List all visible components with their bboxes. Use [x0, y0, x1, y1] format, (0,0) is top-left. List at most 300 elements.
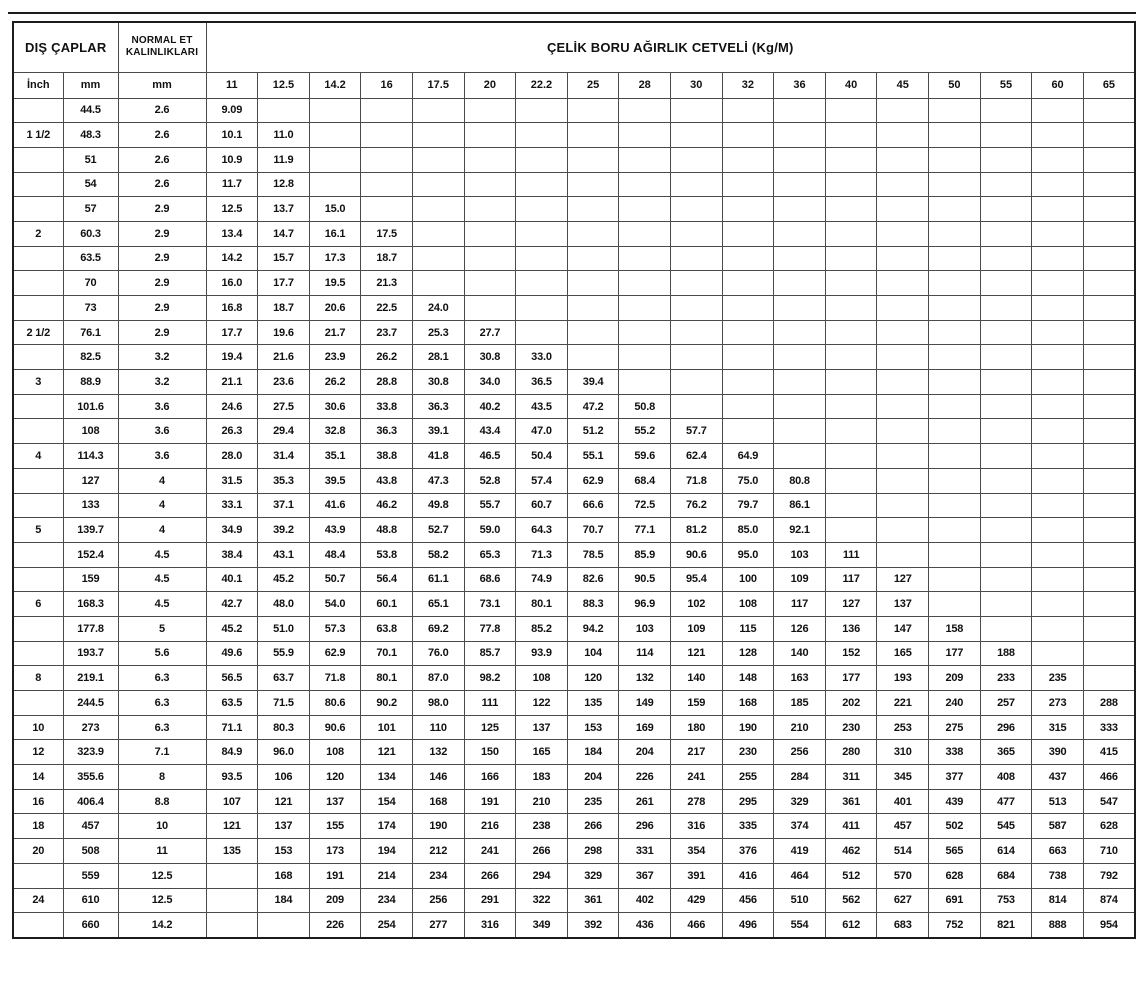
weight-cell: 153 — [567, 715, 619, 740]
weight-cell: 21.1 — [206, 370, 258, 395]
inch-cell: 4 — [13, 444, 63, 469]
weight-cell: 51.2 — [567, 419, 619, 444]
weight-cell — [1083, 172, 1135, 197]
outer-diameter-cell: 44.5 — [63, 98, 118, 123]
weight-cell: 234 — [361, 888, 413, 913]
weight-cell: 31.4 — [258, 444, 310, 469]
weight-cell — [722, 345, 774, 370]
wall-thickness-cell: 10 — [118, 814, 206, 839]
weight-cell: 235 — [567, 789, 619, 814]
weight-cell: 148 — [722, 666, 774, 691]
weight-cell: 128 — [722, 641, 774, 666]
weight-cell: 71.1 — [206, 715, 258, 740]
weight-cell: 30.8 — [412, 370, 464, 395]
weight-cell: 391 — [671, 863, 723, 888]
weight-cell: 888 — [1032, 913, 1084, 938]
weight-cell: 68.6 — [464, 567, 516, 592]
thickness-column-header: 40 — [825, 72, 877, 98]
weight-cell: 439 — [929, 789, 981, 814]
weight-cell — [516, 320, 568, 345]
weight-cell: 115 — [722, 616, 774, 641]
weight-cell — [825, 296, 877, 321]
weight-cell: 30.8 — [464, 345, 516, 370]
table-row — [13, 271, 1135, 296]
weight-cell — [825, 518, 877, 543]
weight-cell — [929, 518, 981, 543]
weight-cell: 109 — [671, 616, 723, 641]
weight-cell: 90.2 — [361, 691, 413, 716]
weight-cell: 291 — [464, 888, 516, 913]
weight-cell — [877, 493, 929, 518]
inch-cell — [13, 419, 63, 444]
weight-cell — [464, 172, 516, 197]
weight-cell: 21.6 — [258, 345, 310, 370]
outer-diameter-cell: 457 — [63, 814, 118, 839]
weight-cell: 266 — [567, 814, 619, 839]
weight-cell: 377 — [929, 765, 981, 790]
weight-cell — [929, 197, 981, 222]
weight-cell: 21.7 — [309, 320, 361, 345]
weight-cell: 209 — [929, 666, 981, 691]
weight-cell: 502 — [929, 814, 981, 839]
weight-cell: 241 — [671, 765, 723, 790]
weight-cell — [774, 221, 826, 246]
weight-cell — [722, 98, 774, 123]
weight-cell: 56.5 — [206, 666, 258, 691]
weight-cell: 257 — [980, 691, 1032, 716]
weight-cell — [1032, 197, 1084, 222]
weight-cell — [877, 468, 929, 493]
weight-cell — [1083, 468, 1135, 493]
weight-cell — [877, 246, 929, 271]
table-row — [13, 839, 1135, 864]
outer-diameter-cell: 139.7 — [63, 518, 118, 543]
weight-cell: 63.7 — [258, 666, 310, 691]
weight-cell: 329 — [774, 789, 826, 814]
weight-cell: 11.0 — [258, 123, 310, 148]
weight-cell — [464, 123, 516, 148]
weight-cell — [671, 345, 723, 370]
weight-cell: 155 — [309, 814, 361, 839]
weight-cell: 57.3 — [309, 616, 361, 641]
weight-cell: 253 — [877, 715, 929, 740]
weight-cell: 48.4 — [309, 542, 361, 567]
weight-cell — [1083, 641, 1135, 666]
wall-thickness-cell: 8.8 — [118, 789, 206, 814]
weight-cell: 43.5 — [516, 394, 568, 419]
table-row — [13, 197, 1135, 222]
table-row — [13, 789, 1135, 814]
outer-diameter-cell: 323.9 — [63, 740, 118, 765]
weight-cell: 457 — [877, 814, 929, 839]
weight-cell: 121 — [206, 814, 258, 839]
weight-cell: 96.9 — [619, 592, 671, 617]
weight-cell — [412, 172, 464, 197]
weight-cell — [929, 468, 981, 493]
weight-cell: 190 — [722, 715, 774, 740]
weight-cell: 136 — [825, 616, 877, 641]
weight-cell: 120 — [567, 666, 619, 691]
wall-thickness-cell: 6.3 — [118, 715, 206, 740]
weight-cell: 361 — [567, 888, 619, 913]
weight-cell — [671, 172, 723, 197]
weight-cell — [929, 147, 981, 172]
weight-cell — [980, 493, 1032, 518]
weight-cell — [980, 518, 1032, 543]
weight-cell: 188 — [980, 641, 1032, 666]
weight-cell: 49.6 — [206, 641, 258, 666]
weight-cell — [877, 98, 929, 123]
weight-cell: 95.4 — [671, 567, 723, 592]
table-row — [13, 468, 1135, 493]
thickness-column-header: 55 — [980, 72, 1032, 98]
weight-cell: 41.6 — [309, 493, 361, 518]
weight-cell: 16.0 — [206, 271, 258, 296]
weight-cell — [309, 172, 361, 197]
thickness-column-header: 65 — [1083, 72, 1135, 98]
weight-cell — [1032, 468, 1084, 493]
weight-cell: 64.9 — [722, 444, 774, 469]
weight-cell — [619, 221, 671, 246]
weight-cell: 462 — [825, 839, 877, 864]
weight-cell: 48.0 — [258, 592, 310, 617]
weight-cell — [929, 172, 981, 197]
thickness-column-header: 22.2 — [516, 72, 568, 98]
weight-cell: 11.7 — [206, 172, 258, 197]
weight-cell: 120 — [309, 765, 361, 790]
weight-cell — [980, 320, 1032, 345]
thickness-column-header: 50 — [929, 72, 981, 98]
inch-cell — [13, 567, 63, 592]
weight-cell — [258, 913, 310, 938]
wall-thickness-header: NORMAL ET KALINLIKLARI — [118, 22, 206, 72]
weight-cell: 345 — [877, 765, 929, 790]
weight-cell: 191 — [309, 863, 361, 888]
weight-cell: 47.2 — [567, 394, 619, 419]
weight-cell — [877, 197, 929, 222]
weight-cell: 209 — [309, 888, 361, 913]
thickness-column-header: 20 — [464, 72, 516, 98]
wall-thickness-cell: 3.2 — [118, 370, 206, 395]
wall-thickness-cell: 2.6 — [118, 147, 206, 172]
weight-cell: 108 — [309, 740, 361, 765]
weight-cell: 256 — [774, 740, 826, 765]
weight-cell: 49.8 — [412, 493, 464, 518]
weight-cell: 204 — [567, 765, 619, 790]
weight-cell: 684 — [980, 863, 1032, 888]
weight-cell: 15.0 — [309, 197, 361, 222]
weight-cell — [464, 246, 516, 271]
weight-cell: 69.2 — [412, 616, 464, 641]
weight-cell: 64.3 — [516, 518, 568, 543]
weight-cell: 513 — [1032, 789, 1084, 814]
weight-cell — [1083, 616, 1135, 641]
weight-cell: 81.2 — [671, 518, 723, 543]
weight-cell: 48.8 — [361, 518, 413, 543]
weight-cell — [1083, 98, 1135, 123]
weight-cell — [671, 147, 723, 172]
weight-cell — [1032, 345, 1084, 370]
weight-cell: 72.5 — [619, 493, 671, 518]
weight-cell: 50.7 — [309, 567, 361, 592]
weight-cell: 230 — [722, 740, 774, 765]
weight-cell: 12.8 — [258, 172, 310, 197]
weight-cell: 477 — [980, 789, 1032, 814]
weight-cell: 821 — [980, 913, 1032, 938]
weight-cell: 80.3 — [258, 715, 310, 740]
weight-cell: 874 — [1083, 888, 1135, 913]
outer-diameter-cell: 57 — [63, 197, 118, 222]
weight-cell — [1032, 394, 1084, 419]
weight-cell: 63.5 — [206, 691, 258, 716]
inch-cell — [13, 493, 63, 518]
weight-cell — [1083, 542, 1135, 567]
weight-cell: 361 — [825, 789, 877, 814]
weight-cell — [980, 592, 1032, 617]
weight-cell: 56.4 — [361, 567, 413, 592]
weight-cell: 547 — [1083, 789, 1135, 814]
inch-cell: 10 — [13, 715, 63, 740]
mm-column-header: mm — [63, 72, 118, 98]
weight-cell — [619, 320, 671, 345]
weight-cell — [671, 394, 723, 419]
thickness-column-header: 14.2 — [309, 72, 361, 98]
weight-cell: 496 — [722, 913, 774, 938]
inch-cell — [13, 641, 63, 666]
weight-cell — [1083, 123, 1135, 148]
inch-cell — [13, 246, 63, 271]
weight-cell: 261 — [619, 789, 671, 814]
weight-cell — [929, 592, 981, 617]
weight-cell — [980, 271, 1032, 296]
weight-cell: 134 — [361, 765, 413, 790]
weight-cell: 34.0 — [464, 370, 516, 395]
weight-cell: 173 — [309, 839, 361, 864]
weight-cell — [619, 98, 671, 123]
wall-thickness-cell: 4.5 — [118, 542, 206, 567]
weight-cell: 111 — [825, 542, 877, 567]
wall-thickness-cell: 2.9 — [118, 197, 206, 222]
wall-thickness-cell: 11 — [118, 839, 206, 864]
wall-thickness-cell: 3.2 — [118, 345, 206, 370]
outer-diameter-cell: 51 — [63, 147, 118, 172]
weight-cell — [774, 246, 826, 271]
weight-cell — [464, 271, 516, 296]
weight-cell: 210 — [774, 715, 826, 740]
weight-cell: 104 — [567, 641, 619, 666]
table-row — [13, 691, 1135, 716]
weight-cell — [722, 419, 774, 444]
weight-cell: 18.7 — [361, 246, 413, 271]
weight-cell: 316 — [464, 913, 516, 938]
weight-cell — [929, 444, 981, 469]
weight-cell — [619, 370, 671, 395]
weight-cell — [619, 345, 671, 370]
weight-cell — [412, 98, 464, 123]
weight-cell: 150 — [464, 740, 516, 765]
table-row — [13, 98, 1135, 123]
weight-cell: 71.8 — [309, 666, 361, 691]
weight-cell: 19.6 — [258, 320, 310, 345]
weight-cell: 71.3 — [516, 542, 568, 567]
weight-cell: 45.2 — [258, 567, 310, 592]
weight-cell: 39.1 — [412, 419, 464, 444]
weight-cell — [671, 221, 723, 246]
pipe-weight-table — [12, 21, 1136, 939]
inch-cell — [13, 468, 63, 493]
weight-cell: 98.0 — [412, 691, 464, 716]
weight-cell — [929, 221, 981, 246]
weight-cell: 295 — [722, 789, 774, 814]
weight-cell: 275 — [929, 715, 981, 740]
weight-cell: 30.6 — [309, 394, 361, 419]
weight-cell: 284 — [774, 765, 826, 790]
weight-cell — [929, 419, 981, 444]
inch-cell — [13, 691, 63, 716]
wall-thickness-cell: 12.5 — [118, 888, 206, 913]
weight-cell: 121 — [671, 641, 723, 666]
weight-cell: 103 — [619, 616, 671, 641]
wall-thickness-cell: 5 — [118, 616, 206, 641]
outer-diameter-cell: 610 — [63, 888, 118, 913]
table-row — [13, 345, 1135, 370]
weight-cell — [774, 197, 826, 222]
table-row — [13, 246, 1135, 271]
weight-cell — [619, 147, 671, 172]
weight-cell — [671, 123, 723, 148]
weight-cell — [877, 296, 929, 321]
weight-cell: 22.5 — [361, 296, 413, 321]
thickness-column-header: 32 — [722, 72, 774, 98]
weight-cell — [361, 172, 413, 197]
weight-cell — [516, 172, 568, 197]
weight-cell: 310 — [877, 740, 929, 765]
weight-cell: 408 — [980, 765, 1032, 790]
weight-cell: 663 — [1032, 839, 1084, 864]
thickness-column-header: 45 — [877, 72, 929, 98]
table-row — [13, 370, 1135, 395]
weight-cell: 419 — [774, 839, 826, 864]
weight-cell: 137 — [258, 814, 310, 839]
weight-cell — [980, 419, 1032, 444]
weight-cell: 43.4 — [464, 419, 516, 444]
weight-cell: 792 — [1083, 863, 1135, 888]
weight-cell: 79.7 — [722, 493, 774, 518]
weight-cell — [929, 542, 981, 567]
weight-cell: 80.1 — [516, 592, 568, 617]
wall-thickness-cell: 4.5 — [118, 567, 206, 592]
weight-cell — [516, 197, 568, 222]
weight-cell — [877, 123, 929, 148]
weight-cell: 74.9 — [516, 567, 568, 592]
wall-thickness-cell: 2.6 — [118, 172, 206, 197]
inch-cell — [13, 197, 63, 222]
weight-cell: 13.7 — [258, 197, 310, 222]
weight-cell: 25.3 — [412, 320, 464, 345]
weight-cell: 277 — [412, 913, 464, 938]
weight-cell: 108 — [516, 666, 568, 691]
weight-cell — [980, 444, 1032, 469]
weight-cell: 55.7 — [464, 493, 516, 518]
weight-cell — [825, 419, 877, 444]
wall-thickness-cell: 5.6 — [118, 641, 206, 666]
weight-cell: 255 — [722, 765, 774, 790]
table-row — [13, 740, 1135, 765]
weight-cell: 235 — [1032, 666, 1084, 691]
wall-thickness-cell: 4.5 — [118, 592, 206, 617]
weight-cell: 26.2 — [361, 345, 413, 370]
weight-cell: 183 — [516, 765, 568, 790]
weight-cell — [774, 172, 826, 197]
outer-diameter-cell: 273 — [63, 715, 118, 740]
wall-thickness-cell: 3.6 — [118, 394, 206, 419]
weight-cell: 349 — [516, 913, 568, 938]
weight-cell: 108 — [722, 592, 774, 617]
weight-cell — [1083, 147, 1135, 172]
weight-cell — [516, 271, 568, 296]
weight-cell: 738 — [1032, 863, 1084, 888]
weight-cell: 10.9 — [206, 147, 258, 172]
weight-cell — [825, 468, 877, 493]
table-row — [13, 419, 1135, 444]
weight-cell — [980, 296, 1032, 321]
weight-cell: 127 — [877, 567, 929, 592]
weight-cell: 158 — [929, 616, 981, 641]
weight-cell: 17.3 — [309, 246, 361, 271]
weight-cell: 752 — [929, 913, 981, 938]
weight-cell — [825, 246, 877, 271]
outer-diameter-cell: 63.5 — [63, 246, 118, 271]
weight-cell: 98.2 — [464, 666, 516, 691]
inch-cell: 8 — [13, 666, 63, 691]
thickness-column-header: 11 — [206, 72, 258, 98]
weight-cell: 194 — [361, 839, 413, 864]
weight-cell: 12.5 — [206, 197, 258, 222]
weight-cell: 53.8 — [361, 542, 413, 567]
wall-thickness-cell: 2.6 — [118, 98, 206, 123]
weight-cell — [1032, 271, 1084, 296]
weight-cell — [671, 98, 723, 123]
inch-column-header: İnch — [13, 72, 63, 98]
outer-diameter-cell: 406.4 — [63, 789, 118, 814]
weight-cell: 174 — [361, 814, 413, 839]
wall-thickness-cell: 7.1 — [118, 740, 206, 765]
weight-cell — [516, 296, 568, 321]
weight-cell: 42.7 — [206, 592, 258, 617]
weight-cell: 94.2 — [567, 616, 619, 641]
outer-diameter-cell: 108 — [63, 419, 118, 444]
weight-cell: 38.8 — [361, 444, 413, 469]
inch-cell — [13, 542, 63, 567]
weight-cell — [671, 271, 723, 296]
weight-cell — [516, 123, 568, 148]
weight-cell: 226 — [619, 765, 671, 790]
weight-cell: 512 — [825, 863, 877, 888]
weight-cell: 256 — [412, 888, 464, 913]
weight-cell: 17.7 — [206, 320, 258, 345]
weight-cell — [722, 246, 774, 271]
weight-cell: 628 — [1083, 814, 1135, 839]
weight-cell — [774, 296, 826, 321]
inch-cell: 3 — [13, 370, 63, 395]
weight-cell — [361, 147, 413, 172]
weight-cell — [1083, 370, 1135, 395]
weight-cell: 376 — [722, 839, 774, 864]
weight-cell: 35.3 — [258, 468, 310, 493]
weight-cell — [877, 320, 929, 345]
weight-cell: 96.0 — [258, 740, 310, 765]
weight-cell: 554 — [774, 913, 826, 938]
